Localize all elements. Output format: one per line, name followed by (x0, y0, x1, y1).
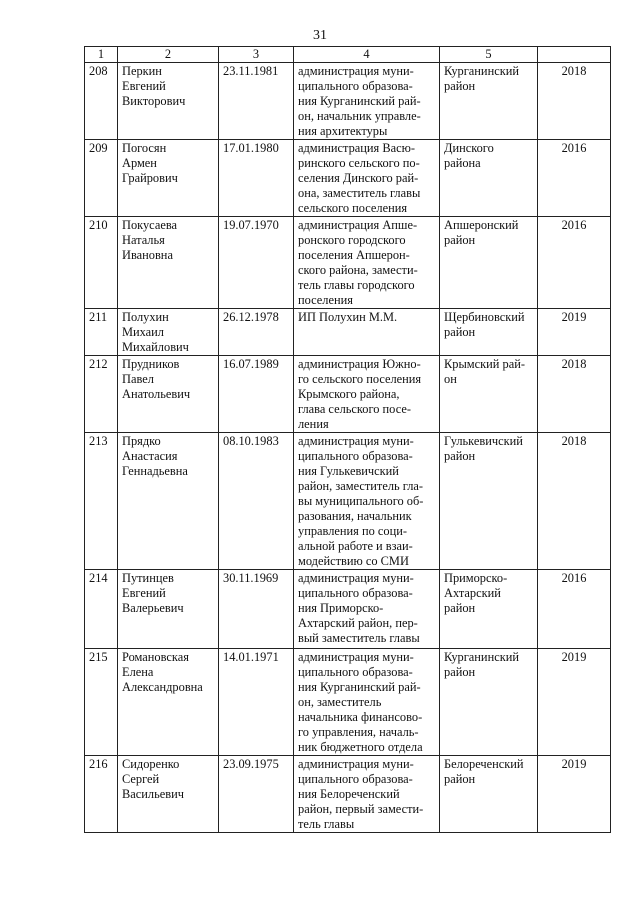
row-number: 210 (85, 217, 118, 309)
person-name: Покусаева Наталья Ивановна (118, 217, 219, 309)
year: 2019 (538, 756, 611, 833)
district: Крымский рай- он (440, 356, 538, 433)
birth-date: 08.10.1983 (219, 433, 294, 570)
row-number: 212 (85, 356, 118, 433)
district: Курганинский район (440, 63, 538, 140)
table-row (85, 570, 611, 649)
year: 2018 (538, 356, 611, 433)
year: 2019 (538, 309, 611, 356)
column-header-year (538, 47, 611, 63)
district: Белореченский район (440, 756, 538, 833)
position-text: администрация Южно- го сельского поселения Крымского района, глава сельского посе- ления (294, 356, 440, 433)
person-name: Романовская Елена Александровна (118, 649, 219, 756)
table-row (85, 140, 611, 217)
district: Гулькевичский район (440, 433, 538, 570)
person-name: Погосян Армен Грайрович (118, 140, 219, 217)
column-header-district: 5 (440, 47, 538, 63)
page-number: 31 (313, 28, 327, 43)
birth-date: 23.09.1975 (219, 756, 294, 833)
row-number: 214 (85, 570, 118, 649)
year: 2016 (538, 217, 611, 309)
birth-date: 23.11.1981 (219, 63, 294, 140)
table-header-row (85, 47, 611, 63)
position-text: администрация Васю- ринского сельского по- селения Динского рай- она, заместитель главы сельского поселения (294, 140, 440, 217)
position-text: администрация муни- ципального образова- ния Курганинский рай- он, начальник управле- ния архитектуры (294, 63, 440, 140)
row-number: 213 (85, 433, 118, 570)
district: Приморско- Ахтарский район (440, 570, 538, 649)
position-text: администрация муни- ципального образова- ния Белореченский район, первый замести- тель главы (294, 756, 440, 833)
position-text: администрация муни- ципального образова- ния Курганинский рай- он, заместитель начальника финансово- го управления, началь- ник бюджетного отдела (294, 649, 440, 756)
table-row (85, 649, 611, 756)
year: 2016 (538, 140, 611, 217)
birth-date: 16.07.1989 (219, 356, 294, 433)
birth-date: 19.07.1970 (219, 217, 294, 309)
column-header-name: 2 (118, 47, 219, 63)
person-name: Полухин Михаил Михайлович (118, 309, 219, 356)
table-row (85, 433, 611, 570)
district: Апшеронский район (440, 217, 538, 309)
position-text: администрация Апше- ронского городского поселения Апшерон- ского района, замести- тель главы городского поселения (294, 217, 440, 309)
column-header-number: 1 (85, 47, 118, 63)
row-number: 208 (85, 63, 118, 140)
birth-date: 17.01.1980 (219, 140, 294, 217)
district: Динского района (440, 140, 538, 217)
position-text: ИП Полухин М.М. (294, 309, 440, 356)
row-number: 216 (85, 756, 118, 833)
table-row (85, 63, 611, 140)
year: 2018 (538, 433, 611, 570)
person-name: Путинцев Евгений Валерьевич (118, 570, 219, 649)
row-number: 209 (85, 140, 118, 217)
row-number: 215 (85, 649, 118, 756)
person-name: Прудников Павел Анатольевич (118, 356, 219, 433)
district: Щербиновский район (440, 309, 538, 356)
person-name: Прядко Анастасия Геннадьевна (118, 433, 219, 570)
column-header-position: 4 (294, 47, 440, 63)
year: 2016 (538, 570, 611, 649)
birth-date: 26.12.1978 (219, 309, 294, 356)
table-row (85, 356, 611, 433)
table-row (85, 217, 611, 309)
column-header-birth-date: 3 (219, 47, 294, 63)
birth-date: 14.01.1971 (219, 649, 294, 756)
position-text: администрация муни- ципального образова- ния Гулькевичский район, заместитель гла- вы муниципального об- разования, начальник управления по соци- альной работе и взаи- модействию со СМИ (294, 433, 440, 570)
person-name: Перкин Евгений Викторович (118, 63, 219, 140)
row-number: 211 (85, 309, 118, 356)
registry-table (84, 46, 611, 833)
year: 2018 (538, 63, 611, 140)
position-text: администрация муни- ципального образова- ния Приморско- Ахтарский район, пер- вый заместитель главы (294, 570, 440, 649)
table-row (85, 309, 611, 356)
district: Курганинский район (440, 649, 538, 756)
year: 2019 (538, 649, 611, 756)
person-name: Сидоренко Сергей Васильевич (118, 756, 219, 833)
birth-date: 30.11.1969 (219, 570, 294, 649)
table-row (85, 756, 611, 833)
